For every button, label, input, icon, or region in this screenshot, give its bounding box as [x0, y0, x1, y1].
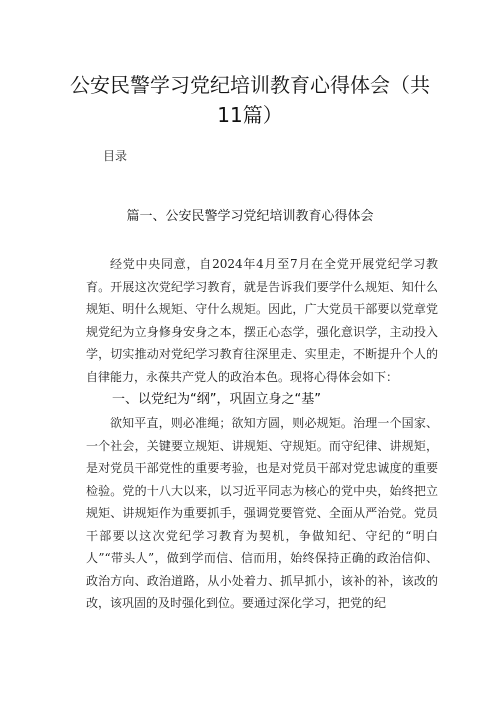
- paragraph: 欲知平直，则必准绳；欲知方圆，则必规矩。治理一个国家、一个社会，关键要立规矩、讲规矩、守规矩。而守纪律、讲规矩，是对党员干部党性的重要考验，也是对党员干部对党忠诚度的重要检验。党的十八大以来，以习近平同志为核心的党中央，始终把立规矩、讲规矩作为重要抓手，强调党要管党、全面从严治党。党员干部要以这次党纪学习教育为契机，争做知纪、守纪的“明白人”“带头人”，做到学而信、信而用，始终保持正确的政治信仰、政治方向、政治道路，从小处着力、抓早抓小，该补的补，该改的改，该巩固的及时强化到位。要通过深化学习，把党的纪: [86, 416, 438, 610]
- paragraph: 经党中央同意，自2024年4月至7月在全党开展党纪学习教育。开展这次党纪学习教育，就是告诉我们要学什么规矩、知什么规矩、明什么规矩、守什么规矩。因此，广大党员干部要以党章党规党纪为立身修身安身之本，摆正心态学，强化意识学，主动投入学，切实推动对党纪学习教育往深里走、实里走，不断提升个人的自律能力，永葆共产党人的政治本色。现将心得体会如下：: [86, 257, 438, 384]
- document-title: 公安民警学习党纪培训教育心得体会（共11篇）: [70, 73, 430, 127]
- toc-label: 目录: [103, 149, 128, 163]
- subheading: 一、以党纪为“纲”，巩固立身之“基”: [112, 392, 321, 407]
- section-heading: 篇一、公安民警学习党纪培训教育心得体会: [126, 209, 374, 224]
- document-body: [86, 253, 438, 615]
